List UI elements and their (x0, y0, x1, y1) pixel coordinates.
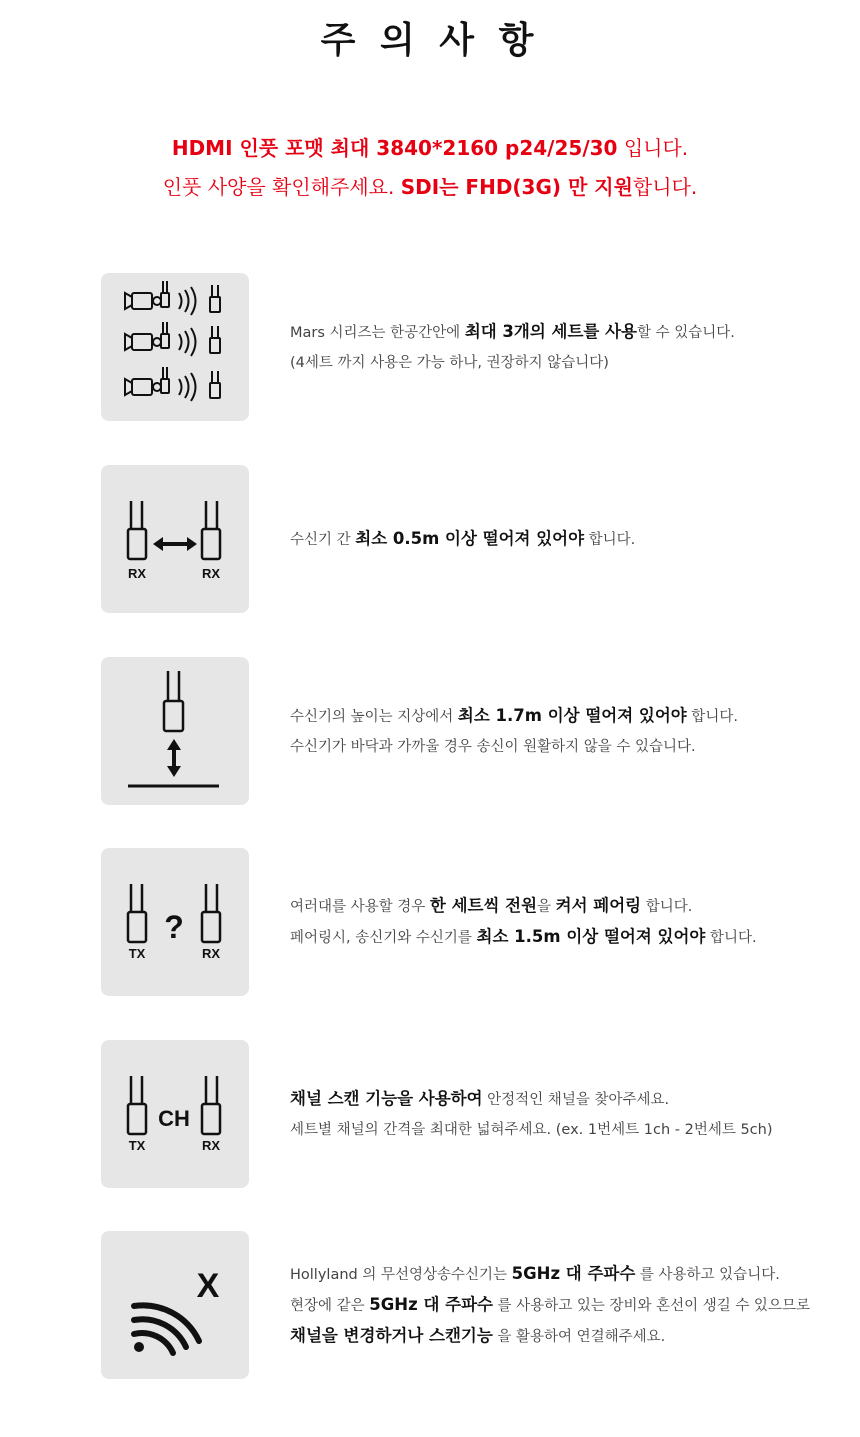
caution-item-sets (101, 273, 841, 421)
text: 을 (537, 899, 556, 915)
bold-text: 최소 0.5m 이상 떨어져 있어야 (355, 528, 585, 548)
text: 을 활용하여 연결해주세요. (492, 1328, 666, 1345)
notice-line-1 (0, 132, 860, 161)
wifi-interference-icon (101, 1231, 249, 1379)
description-line (290, 317, 850, 348)
bold-text: 채널 스캔 기능을 사용하여 (290, 1088, 483, 1108)
notice-line-2 (0, 171, 860, 200)
tx-label: TX (128, 1138, 146, 1153)
icon-box (101, 273, 249, 421)
tx-label: TX (128, 946, 146, 961)
text: 를 사용하고 있습니다. (635, 1266, 780, 1283)
item-description (290, 657, 850, 805)
rx-label-left: RX (127, 566, 147, 581)
page-title: 주 의 사 항 (320, 20, 540, 61)
description-line (290, 1084, 850, 1115)
caution-item-pairing (101, 848, 841, 996)
caution-item-rx-distance (101, 465, 841, 613)
bold-text: 채널을 변경하거나 스캔기능 (290, 1325, 493, 1345)
description-line (290, 732, 850, 762)
text: 현장에 같은 (290, 1297, 370, 1314)
item-description (290, 1040, 850, 1188)
bold-text: 최소 1.5m 이상 떨어져 있어야 (476, 927, 706, 946)
text: 를 사용하고 있는 장비와 혼선이 생길 수 있으므로 (492, 1297, 810, 1314)
text: 여러대를 사용할 경우 (290, 899, 430, 915)
x-mark: X (196, 1267, 220, 1305)
description-line (290, 1259, 850, 1290)
text: 합니다. (641, 899, 693, 915)
bold-text: 5GHz 대 주파수 (511, 1263, 636, 1283)
three-sets-camera-wireless-icon (101, 273, 249, 421)
text: Hollyland 의 무선영상송수신기는 (290, 1266, 512, 1283)
text: 할 수 있습니다. (636, 324, 735, 341)
bold-text: 켜서 페어링 (555, 896, 642, 915)
description-line (290, 524, 850, 555)
rx-label-right: RX (201, 566, 221, 581)
item-description (290, 848, 850, 996)
text: 합니다. (705, 930, 757, 946)
receiver-height-icon (101, 657, 249, 805)
text: 수신기가 바닥과 가까울 경우 송신이 원활하지 않을 수 있습니다. (290, 738, 696, 755)
description-line (290, 891, 850, 922)
notice-line-1-bold: HDMI 인풋 포맷 최대 3840*2160 p24/25/30 (171, 136, 618, 160)
text: 안정적인 채널을 찾아주세요. (482, 1091, 670, 1108)
text: 세트별 채널의 간격을 최대한 넓혀주세요. (ex. 1번세트 1ch - 2번세트 5ch) (290, 1121, 773, 1138)
caution-item-frequency (101, 1231, 841, 1379)
bold-text: 최소 1.7m 이상 떨어져 있어야 (457, 705, 687, 725)
item-description (290, 273, 850, 421)
rx-label: RX (201, 1138, 221, 1153)
text: (4세트 까지 사용은 가능 하나, 권장하지 않습니다) (290, 354, 609, 371)
description-line (290, 922, 850, 953)
icon-box (101, 465, 249, 613)
icon-box (101, 657, 249, 805)
bold-text: 5GHz 대 주파수 (369, 1294, 493, 1314)
notice-line-2-tail: 합니다. (632, 175, 698, 199)
text: 수신기의 높이는 지상에서 (290, 708, 458, 725)
description-line (290, 348, 850, 378)
text: 합니다. (584, 531, 636, 548)
description-line (290, 1115, 850, 1145)
channel-scan-icon (101, 1040, 249, 1188)
icon-box (101, 848, 249, 996)
text: 페어링시, 송신기와 수신기를 (290, 930, 477, 946)
ch-label: CH (158, 1106, 190, 1131)
caution-item-height (101, 657, 841, 805)
bold-text: 한 세트씩 전원 (429, 896, 538, 915)
description-line (290, 1321, 850, 1352)
bold-text: 최대 3개의 세트를 사용 (464, 321, 637, 341)
notice-line-2-text: 인풋 사양을 확인해주세요. (162, 175, 401, 199)
rx-label: RX (201, 946, 221, 961)
pairing-question-icon (101, 848, 249, 996)
notice-line-2-bold: SDI는 FHD(3G) 만 지원 (400, 175, 633, 199)
item-description (290, 465, 850, 613)
description-line (290, 701, 850, 732)
description-line (290, 1290, 850, 1321)
text: 수신기 간 (290, 531, 356, 548)
caution-item-channel (101, 1040, 841, 1188)
text: Mars 시리즈는 한공간안에 (290, 324, 465, 341)
icon-box (101, 1040, 249, 1188)
icon-box (101, 1231, 249, 1379)
item-description (290, 1231, 850, 1379)
rx-distance-icon (101, 465, 249, 613)
text: 합니다. (686, 708, 738, 725)
notice-line-1-text: 입니다. (617, 136, 689, 160)
question-mark: ? (164, 909, 184, 945)
